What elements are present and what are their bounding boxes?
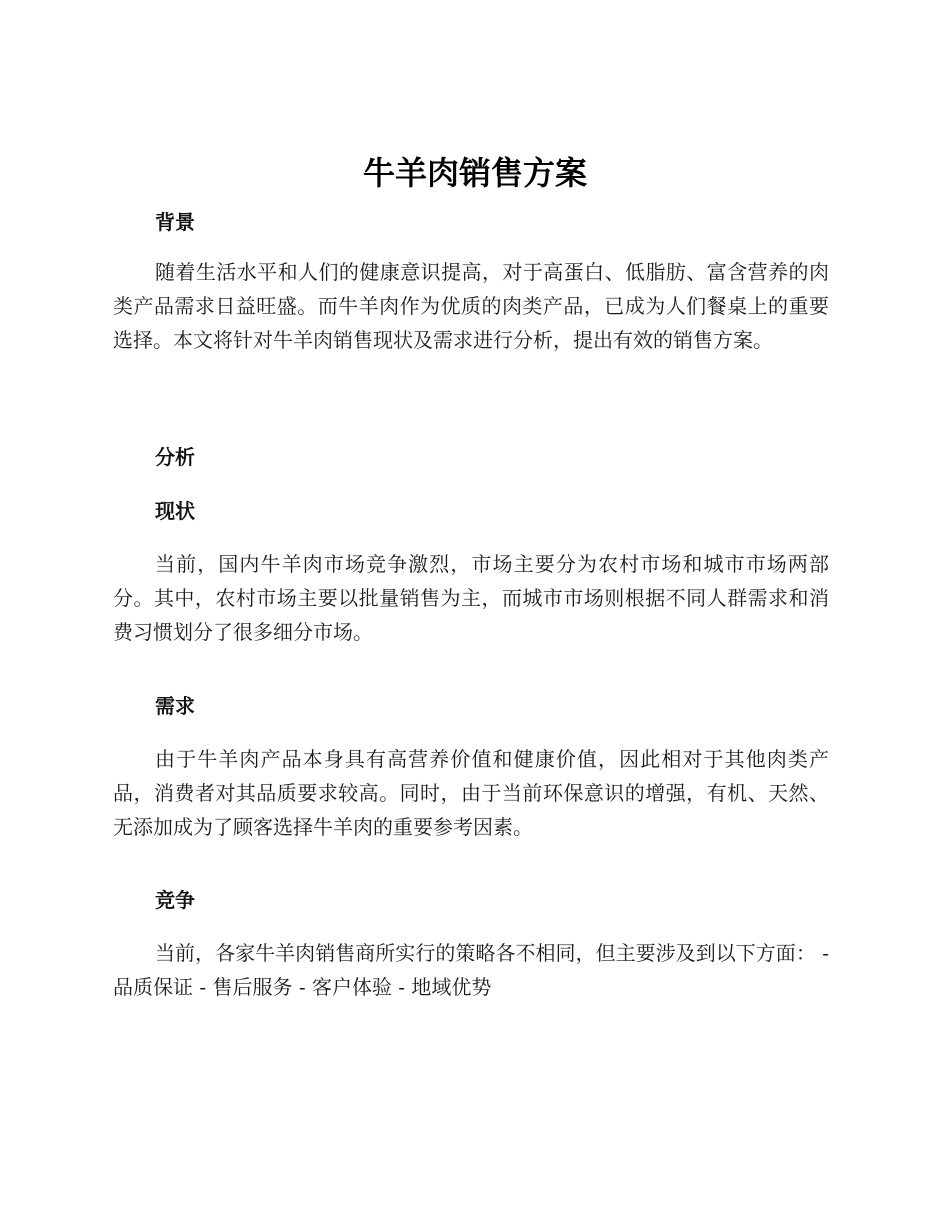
section-heading-analysis: 分析 bbox=[155, 445, 195, 469]
section-paragraph-background: 随着生活水平和人们的健康意识提高，对于高蛋白、低脂肪、富含营养的肉类产品需求日益旺盛。而牛羊肉作为优质的肉类产品，已成为人们餐桌上的重要选择。本文将针对牛羊肉销售现状及需求进行分析，提出有效的销售方案。 bbox=[113, 260, 829, 352]
section-heading-competition: 竞争 bbox=[155, 888, 195, 912]
section-heading-background: 背景 bbox=[155, 210, 195, 234]
section-heading-status: 现状 bbox=[155, 499, 195, 523]
section-paragraph-status: 当前，国内牛羊肉市场竞争激烈，市场主要分为农村市场和城市市场两部分。其中，农村市场主要以批量销售为主，而城市市场则根据不同人群需求和消费习惯划分了很多细分市场。 bbox=[113, 552, 829, 644]
document-title: 牛羊肉销售方案 bbox=[362, 154, 587, 192]
section-paragraph-competition: 当前，各家牛羊肉销售商所实行的策略各不相同，但主要涉及到以下方面： - 品质保证 - 售后服务 - 客户体验 - 地域优势 bbox=[113, 941, 829, 999]
section-heading-demand: 需求 bbox=[155, 694, 195, 718]
section-paragraph-demand: 由于牛羊肉产品本身具有高营养价值和健康价值，因此相对于其他肉类产品，消费者对其品质要求较高。同时，由于当前环保意识的增强，有机、天然、无添加成为了顾客选择牛羊肉的重要参考因素。 bbox=[113, 747, 829, 839]
